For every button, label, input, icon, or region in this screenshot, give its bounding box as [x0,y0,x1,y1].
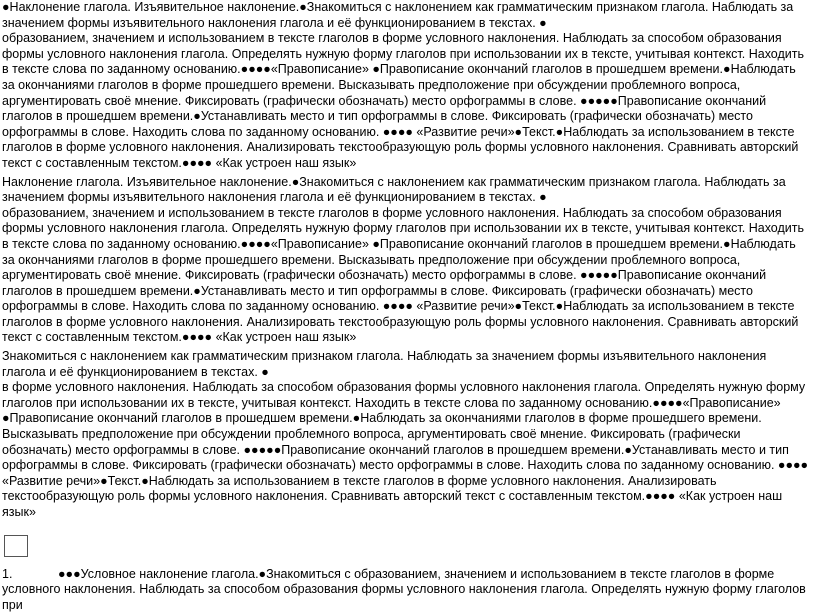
paragraph: образованием, значением и использованием в тексте глаголов в форме условного наклонения. Наблюдать за способом образования формы условного наклонения глагола. Определять нужную форму глаголов при использовании их в тексте, учитывая контекст. Находить в тексте слова по заданному основанию.●●●●«Правописание» ●Правописание окончаний глаголов в прошедшем времени.●Наблюдать за окончаниями глаголов в форме прошедшего времени. Высказывать предположение при обсуждении проблемного вопроса, аргументировать своё мнение. Фиксировать (графически обозначать) место орфограммы в слове. ●●●●●Правописание окончаний глаголов в прошедшем времени.●Устанавливать место и тип орфограммы в слове. Фиксировать (графически обозначать) место орфограммы в слове. Находить слова по заданному основанию. ●●●● «Развитие речи»●Текст.●Наблюдать за использованием в тексте глаголов в форме условного наклонения. Анализировать текстообразующую роль формы условного наклонения. Сравнивать авторский текст с составленным текстом.●●●● «Как устроен наш язык» [2,31,804,170]
empty-text-box [4,535,28,557]
paragraph: ●Наклонение глагола. Изъявительное наклонение.●Знакомиться с наклонением как грамматическим признаком глагола. Наблюдать за значением формы изъявительного наклонения глагола и её функционированием в текстах. ● [2,0,794,30]
text-block-3 [2,349,810,521]
paragraph: в форме условного наклонения. Наблюдать за способом образования формы условного наклонения глагола. Определять нужную форму глаголов при использовании их в тексте, учитывая контекст. Находить в тексте слова по заданному основанию.●●●●«Правописание» ●Правописание окончаний глаголов в прошедшем времени.●Наблюдать за окончаниями глаголов в форме прошедшего времени. Высказывать предположение при обсуждении проблемного вопроса, аргументировать своё мнение. Фиксировать (графически обозначать) место орфограммы в слове. ●●●●●Правописание окончаний глаголов в прошедшем времени.●Устанавливать место и тип орфограммы в слове. Фиксировать (графически обозначать) место орфограммы в слове. Находить слова по заданному основанию. ●●●● «Развитие речи»●Текст.●Наблюдать за использованием в тексте глаголов в форме условного наклонения. Анализировать текстообразующую роль формы условного наклонения. Сравнивать авторский текст с составленным текстом.●●●● «Как устроен наш язык» [2,380,809,519]
paragraph: Наклонение глагола. Изъявительное наклонение.●Знакомиться с наклонением как грамматическим признаком глагола. Наблюдать за значением формы изъявительного наклонения глагола и её функционированием в текстах. ● [2,174,786,205]
list-item [2,567,810,613]
text-block-2 [2,175,810,347]
text-block-1 [2,0,810,172]
paragraph: Знакомиться с наклонением как грамматическим признаком глагола. Наблюдать за значением формы изъявительного наклонения глагола и её функционированием в текстах. ● [2,349,767,379]
paragraph: образованием, значением и использованием в тексте глаголов в форме условного наклонения. Наблюдать за способом образования формы условного наклонения глагола. Определять нужную форму глаголов при использовании их в тексте, учитывая контекст. Находить в тексте слова по заданному основанию.●●●●«Правописание» ●Правописание окончаний глаголов в прошедшем времени.●Наблюдать за окончаниями глаголов в форме прошедшего времени. Высказывать предположение при обсуждении проблемного вопроса, аргументировать своё мнение. Фиксировать (графически обозначать) место орфограммы в слове. ●●●●●Правописание окончаний глаголов в прошедшем времени.●Устанавливать место и тип орфограммы в слове. Фиксировать (графически обозначать) место орфограммы в слове. Находить слова по заданному основанию. ●●●● «Развитие речи»●Текст.●Наблюдать за использованием в тексте глаголов в форме условного наклонения. Анализировать текстообразующую роль формы условного наклонения. Сравнивать авторский текст с составленным текстом.●●●● «Как устроен наш язык» [2,205,804,345]
list-number: 1. [2,566,13,581]
list-item-text: ●●●Условное наклонение глагола.●Знакомиться с образованием, значением и использованием в тексте глаголов в форме условного наклонения. Наблюдать за способом образования формы условного наклонения глагола. Определять нужную форму глаголов при [2,566,806,612]
